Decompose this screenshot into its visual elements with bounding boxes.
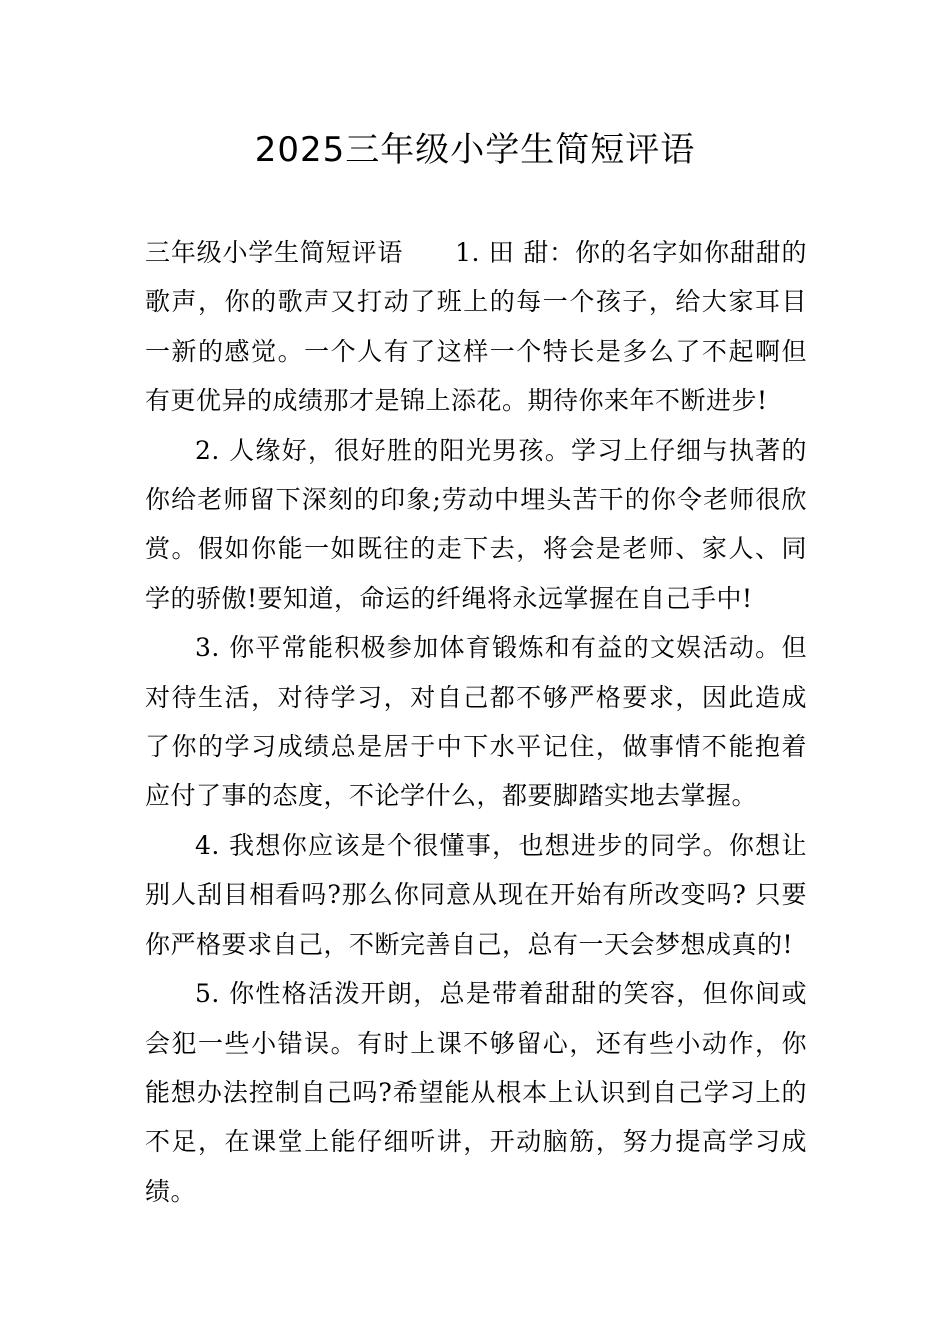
paragraph-5: 5. 你性格活泼开朗，总是带着甜甜的笑容，但你间或会犯一些小错误。有时上课不够留心，还有些小动作，你能想办法控制自己吗?希望能从根本上认识到自己学习上的不足，在课堂上能仔细听讲，开动脑筋，努力提高学习成绩。 (145, 979, 807, 1206)
paragraph-4: 4. 我想你应该是个很懂事，也想进步的同学。你想让别人刮目相看吗?那么你同意从现在开始有所改变吗? 只要你严格要求自己，不断完善自己，总有一天会梦想成真的! (145, 830, 807, 959)
paragraph-1 (145, 228, 807, 426)
paragraph-2: 2. 人缘好，很好胜的阳光男孩。学习上仔细与执著的你给老师留下深刻的印象;劳动中埋头苦干的你令老师很欣赏。假如你能一如既往的走下去，将会是老师、家人、同学的骄傲!要知道，命运的纤绳将永远掌握在自己手中! (145, 435, 807, 613)
document-title: 2025三年级小学生简短评语 (254, 130, 696, 170)
document-body (145, 228, 807, 1216)
intro-label: 三年级小学生简短评语 (145, 238, 404, 267)
paragraph-3: 3. 你平常能积极参加体育锻炼和有益的文娱活动。但对待生活，对待学习，对自己都不够严格要求，因此造成了你的学习成绩总是居于中下水平记住，做事情不能抱着应付了事的态度，不论学什么，都要脚踏实地去掌握。 (145, 633, 807, 811)
paragraph-1-text: 1. 田 甜：你的名字如你甜甜的歌声，你的歌声又打动了班上的每一个孩子，给大家耳目一新的感觉。一个人有了这样一个特长是多么了不起啊但有更优异的成绩那才是锦上添花。期待你来年不断进步! (145, 238, 807, 416)
